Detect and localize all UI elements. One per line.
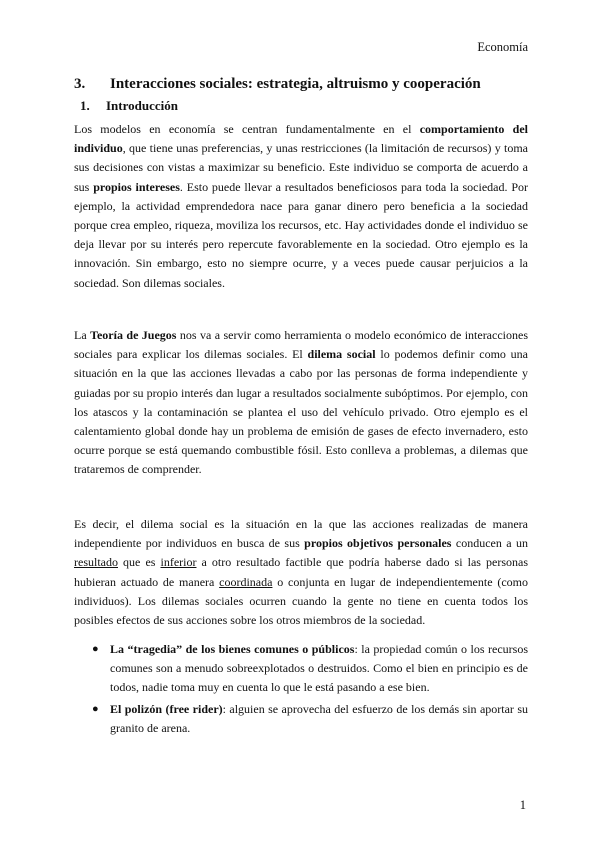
underlined-term: coordinada [219, 574, 273, 589]
paragraph-intro [74, 120, 528, 293]
section-number: 3. [74, 76, 86, 92]
subsection-number: 1. [80, 98, 90, 113]
text-run: : alguien se aprovecha del esfuerzo de los demás sin aportar su granito de arena. [110, 701, 528, 735]
text-run: Los modelos en economía se centran fundamentalmente en el [74, 122, 420, 136]
underlined-term: resultado [74, 555, 118, 570]
bold-term: Teoría de Juegos [90, 328, 177, 342]
bold-term: dilema social [307, 347, 376, 362]
paragraph-game-theory [74, 326, 528, 480]
text-run: conducen a un [451, 536, 528, 551]
text-run: que es [118, 555, 161, 570]
text-run: a otro resultado factible que podría haberse dado si las personas hubieran actuado de manera [74, 555, 528, 589]
running-header: Economía [477, 40, 528, 54]
bold-term: propios intereses [93, 179, 180, 194]
bold-term: propios objetivos personales [304, 536, 452, 551]
page-number: 1 [519, 798, 526, 812]
bold-term: comportamiento del individuo [74, 122, 528, 156]
text-run: , que tiene unas preferencias, y unas restricciones (la limitación de recursos) y toma sus decisiones con vistas a maximizar su beneficio. Este individuo se comporta de acuerdo a sus [74, 141, 528, 194]
list-item [74, 700, 528, 738]
text-run: lo podemos definir como una situación en la que las acciones llevadas a cabo por las personas de forma independiente y guiadas por su propio interés dan lugar a resultados socialmente subóptimos. Por ejemplo, con los atascos y la contaminación se plantea el uso del vehículo privado. Otro ejemplo es el calentamiento global donde hay un problema de emisión de gases de efecto invernadero, esto ocurre porque se está quemando combustible fósil. Esto conlleva a problemas, a dilemas que trataremos de comprender. [74, 347, 529, 477]
paragraph-social-dilemma [74, 515, 528, 630]
section-title: Interacciones sociales: estrategia, altruismo y cooperación [110, 76, 481, 92]
text-run: o conjunta en lugar de independientemente (como individuos). Los dilemas sociales ocurren cuando la gente no tiene en cuenta todos los posibles efectos de sus acciones sobre los otros miembros de la sociedad. [74, 574, 528, 628]
text-run: . Esto puede llevar a resultados beneficiosos para toda la sociedad. Por ejemplo, la actividad emprendedora nace para ganar dinero pero beneficia a la sociedad porque crea empleo, riqueza, moviliza los recursos, etc. Hay actividades donde el individuo se deja llevar por su interés pero repercute favorablemente en la sociedad. Otro ejemplo es la innovación. Sin embargo, esto no siempre ocurre, y a veces puede causar perjuicios a la sociedad. Son dilemas sociales. [74, 179, 528, 290]
underlined-term: inferior [160, 555, 197, 570]
section-heading [74, 76, 481, 93]
text-run: Es decir, el dilema social es la situación en la que las acciones realizadas de manera independiente por individuos en busca de sus [74, 517, 528, 551]
subsection-heading [80, 98, 178, 114]
text-run: La [74, 328, 91, 342]
text-run: : la propiedad común o los recursos comunes son a menudo sobreexplotados o destruidos. Como el bien en principio es de todos, nadie toma muy en cuenta lo que le está pasando a ese bien. [110, 642, 528, 695]
bullet-list [74, 640, 528, 740]
bullet-icon: ● [92, 702, 99, 715]
bold-term: La “tragedia” de los bienes comunes o públicos [110, 642, 355, 656]
list-item [74, 640, 528, 698]
text-run: nos va a servir como herramienta o modelo económico de interacciones sociales para explicar los dilemas sociales. El [74, 328, 528, 362]
subsection-title: Introducción [106, 98, 178, 113]
bullet-icon: ● [92, 643, 99, 655]
bold-term: El polizón (free rider) [110, 701, 223, 716]
